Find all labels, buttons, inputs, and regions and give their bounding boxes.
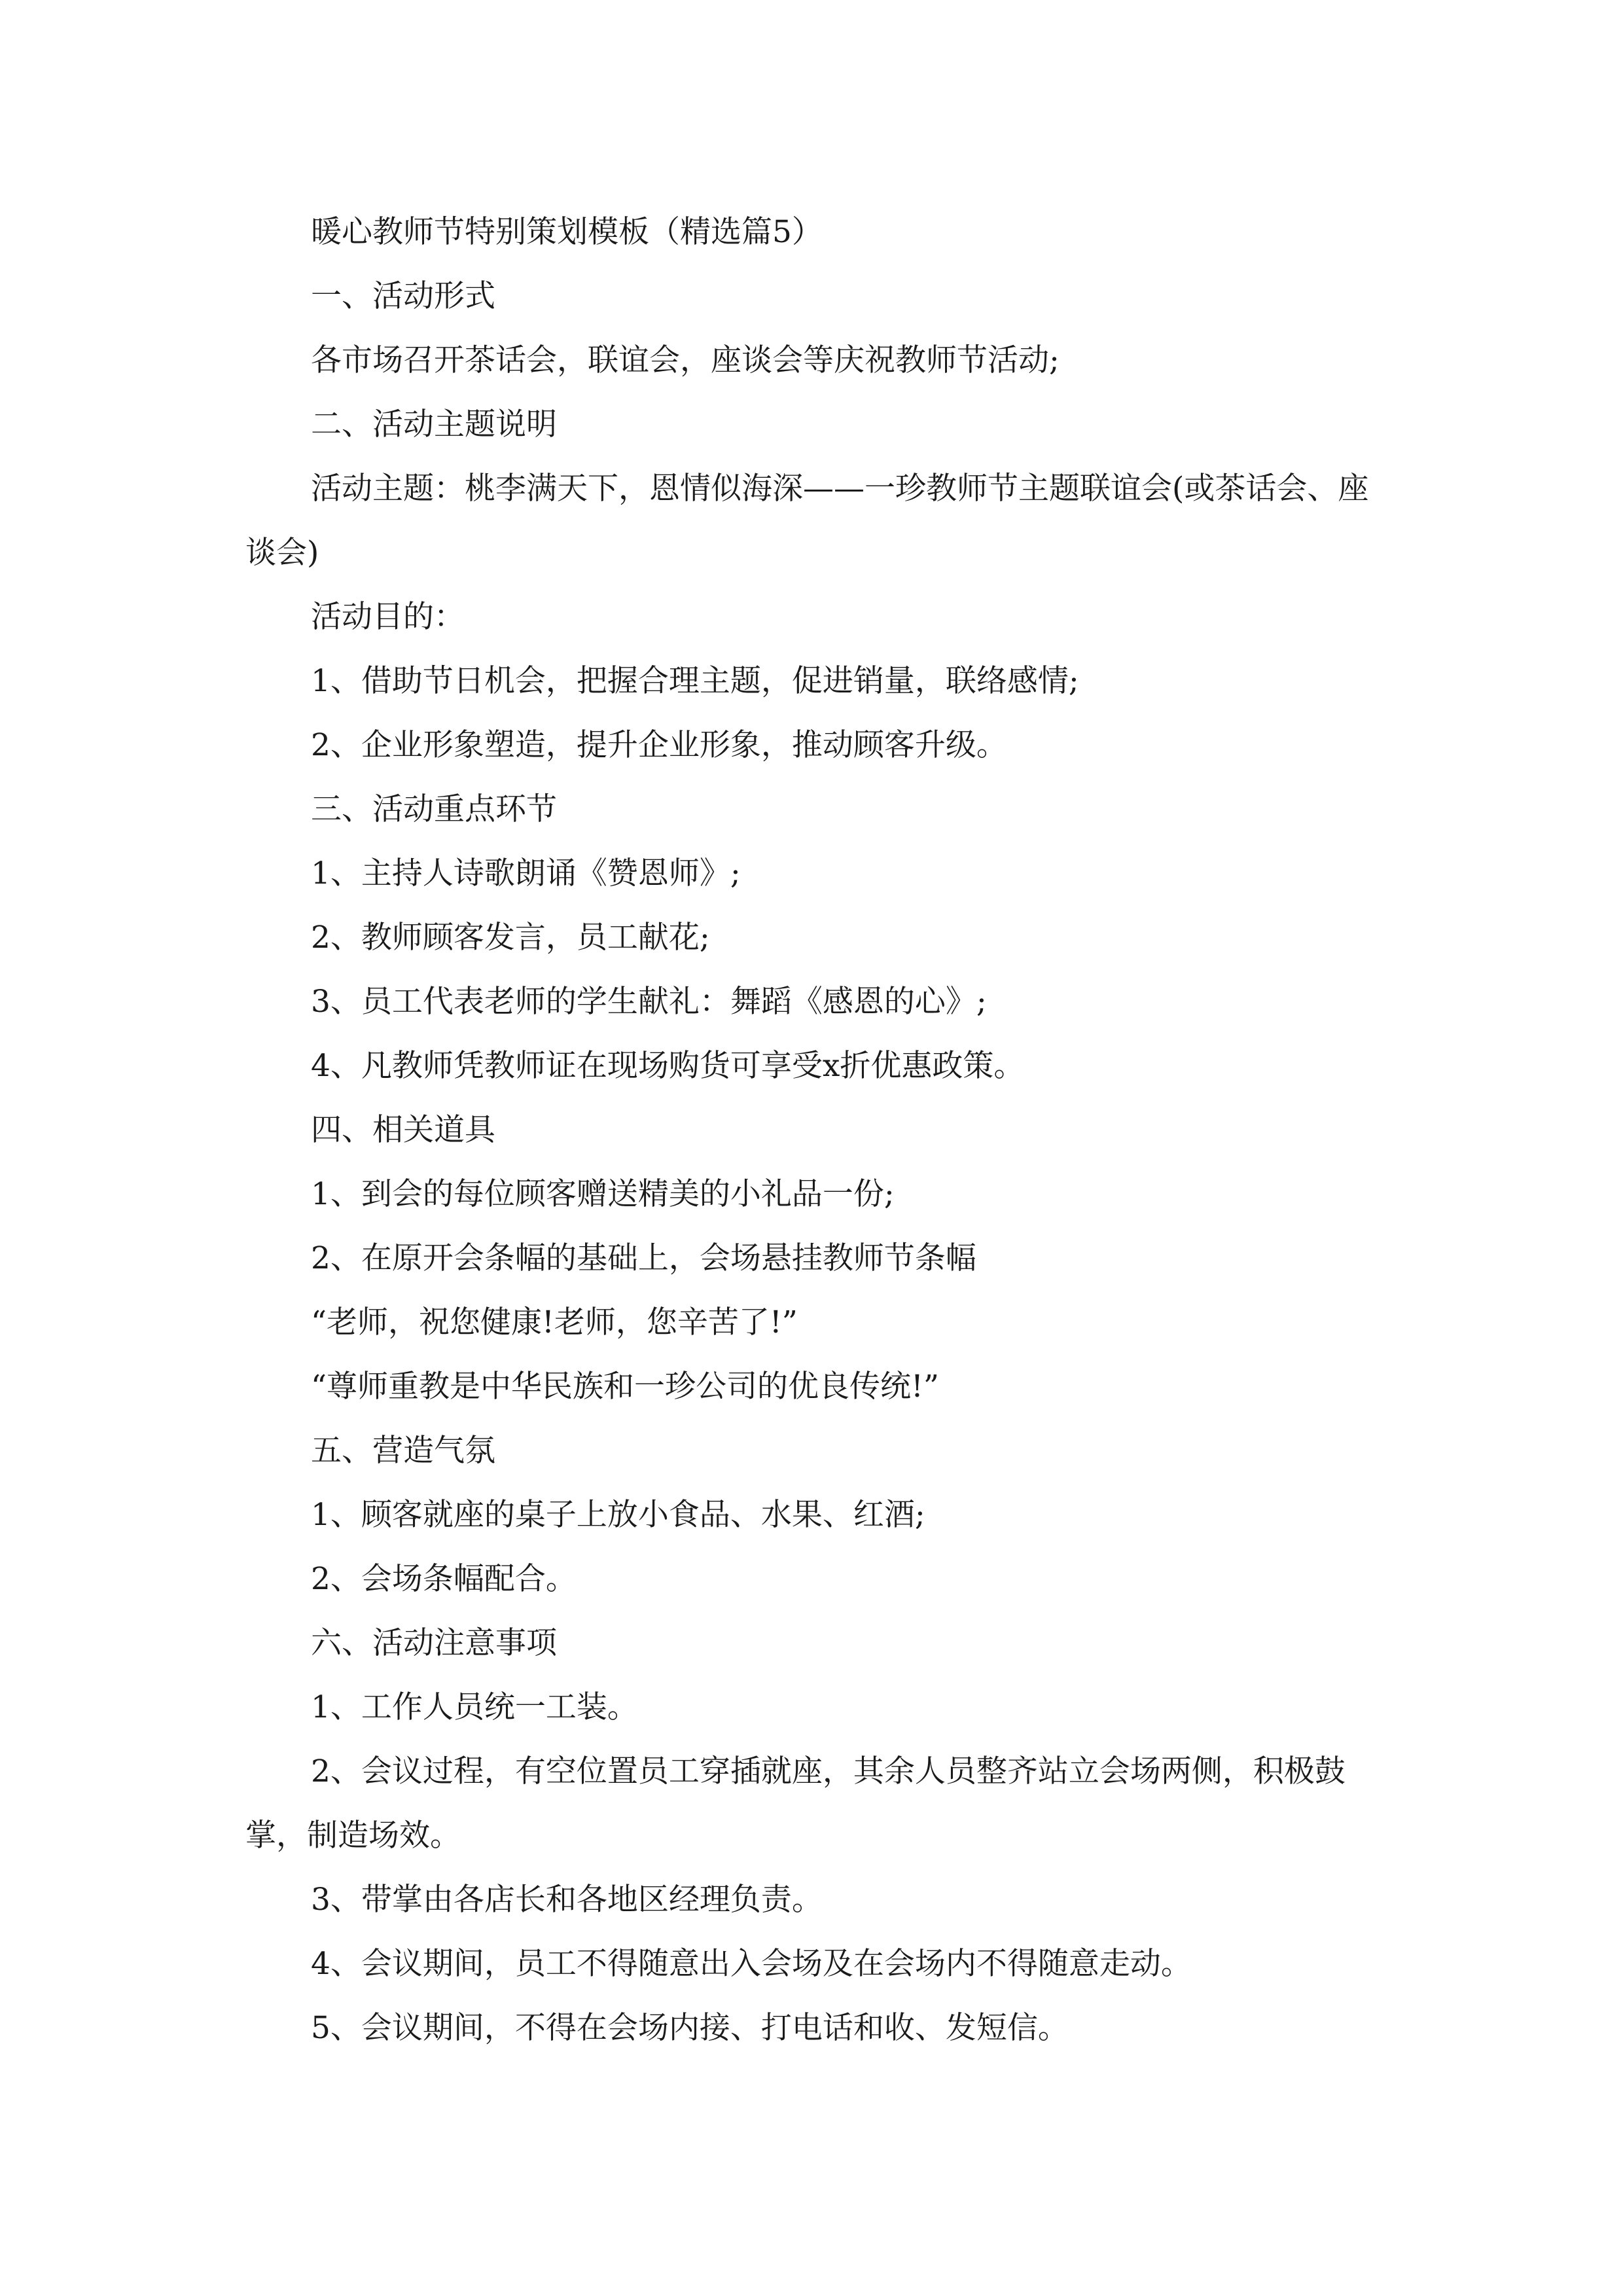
list-item: 1、到会的每位顾客赠送精美的小礼品一份; [311,1176,895,1212]
list-item: 2、在原开会条幅的基础上，会场悬挂教师节条幅 [311,1240,976,1276]
list-item: 2、教师顾客发言，员工献花; [311,920,710,956]
list-item: 1、借助节日机会，把握合理主题，促进销量，联络感情; [311,663,1079,699]
banner-quote: “老师，祝您健康!老师，您辛苦了!” [311,1304,798,1340]
list-item: 2、企业形象塑造，提升企业形象，推动顾客升级。 [311,727,1007,763]
list-item: 4、会议期间，员工不得随意出入会场及在会场内不得随意走动。 [311,1946,1192,1982]
banner-quote: “尊师重教是中华民族和一珍公司的优良传统!” [311,1369,939,1405]
heading-key-segments: 三、活动重点环节 [311,791,557,827]
document-title: 暖心教师节特别策划模板（精选篇5） [311,214,823,250]
document-body [245,200,1394,2060]
list-item: 3、员工代表老师的学生献礼：舞蹈《感恩的心》; [311,984,987,1020]
heading-notes: 六、活动注意事项 [311,1625,557,1661]
heading-atmosphere: 五、营造气氛 [311,1433,495,1469]
list-item: 1、工作人员统一工装。 [311,1689,638,1725]
paragraph: 活动目的： [311,599,465,635]
paragraph: 活动主题：桃李满天下，恩情似海深——一珍教师节主题联谊会(或茶话会、座谈会) [245,471,1369,571]
list-item: 1、顾客就座的桌子上放小食品、水果、红酒; [311,1497,925,1533]
list-item: 2、会场条幅配合。 [311,1561,577,1597]
list-item: 5、会议期间，不得在会场内接、打电话和收、发短信。 [311,2010,1069,2046]
paragraph: 各市场召开茶话会，联谊会，座谈会等庆祝教师节活动; [311,342,1060,378]
list-item: 4、凡教师凭教师证在现场购货可享受x折优惠政策。 [311,1048,1025,1084]
list-item: 2、会议过程，有空位置员工穿插就座，其余人员整齐站立会场两侧，积极鼓掌，制造场效。 [245,1753,1346,1854]
list-item: 1、主持人诗歌朗诵《赞恩师》; [311,855,741,891]
heading-activity-format: 一、活动形式 [311,278,495,314]
heading-activity-theme: 二、活动主题说明 [311,406,557,442]
list-item: 3、带掌由各店长和各地区经理负责。 [311,1882,823,1918]
heading-props: 四、相关道具 [311,1112,495,1148]
